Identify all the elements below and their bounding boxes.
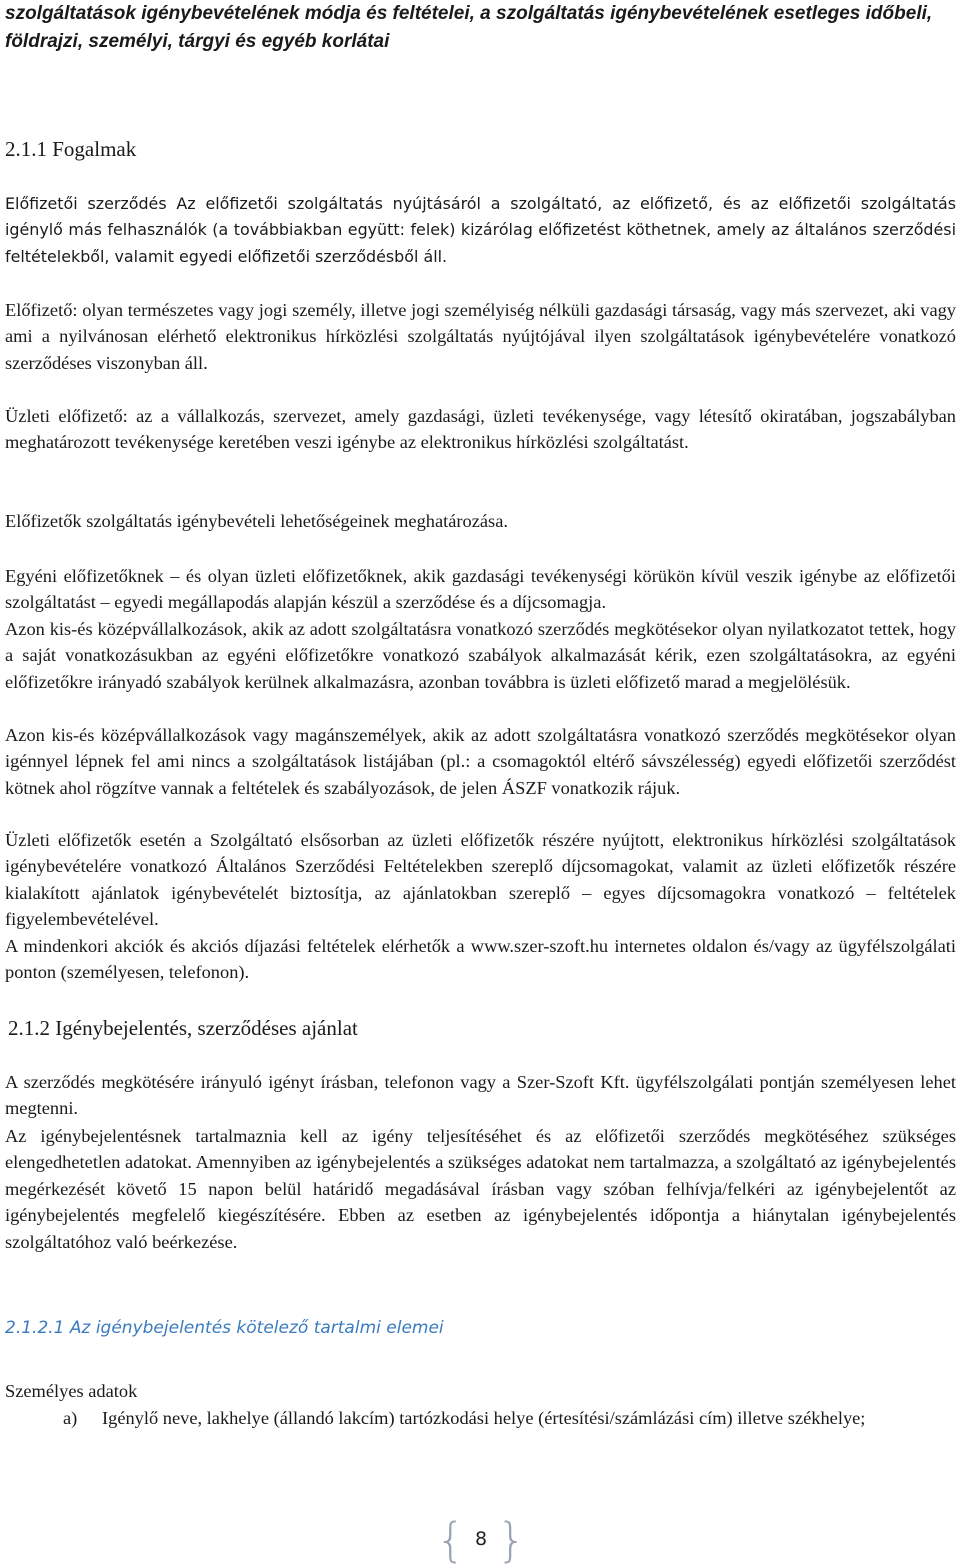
intro-heading: szolgáltatások igénybevételének módja és feltételei, a szolgáltatás igénybevételének esetleges időbeli, földrajzi, személyi, tárgyi és egyéb korlátai [5,3,933,52]
paragraph-egyeni-elofizetok: Egyéni előfizetőknek – és olyan üzleti előfizetőknek, akik gazdasági tevékenységi körükön kívül veszik igénybe az előfizetői szolgáltatást – egyedi megállapodás alapján készül a szerződése és a díjcsomagja. [5,566,956,613]
left-brace-icon: { [436,1513,466,1567]
page-number-footer [436,1513,526,1567]
paragraph-uzleti-elofizetok: Üzleti előfizetők esetén a Szolgáltató elsősorban az üzleti előfizetők részére nyújtott, elektronikus hírközlési szolgáltatások igénybevételére vonatkozó Általános Szerződési Feltételekben szereplő díjcsomagokat, valamit az üzleti előfizetők részére kialakított ajánlatok igénybevételét biztosítja, az ajánlatokban szereplő – egyes díjcsomagokra vonatkozó – feltételek figyelembevételével. [5,830,956,930]
paragraph-igeny-irasban: A szerződés megkötésére irányuló igényt írásban, telefonon vagy a Szer-Szoft Kft. ügyfélszolgálati pontján személyesen lehet megtenni. [5,1072,956,1119]
section-heading-2-1-2-1: 2.1.2.1 Az igénybejelentés kötelező tartalmi elemei [5,1318,444,1338]
paragraph-kkv-nyilatkozat: Azon kis-és középvállalkozások, akik az adott szolgáltatásra vonatkozó szerződés megkötésekor olyan nyilatkozatot tettek, hogy a saját vonatkozásukban az egyéni előfizetőkre vonatkozó szabályok alkalmazását kérik, ezen szolgáltatásokra, az egyéni előfizetőkre irányadó szabályok kerülnek alkalmazásra, azonban továbbra is üzleti előfizető marad a megjelölésük. [5,619,956,692]
paragraph-szemelyes-adatok: Személyes adatok [5,1381,138,1401]
paragraph-akciok: A mindenkori akciók és akciós díjazási feltételek elérhetők a www.szer-szoft.hu internetes oldalon és/vagy az ügyfélszolgálati ponton (személyesen, telefonon). [5,936,956,983]
section-heading-2-1-2: 2.1.2 Igénybejelentés, szerződéses ajánlat [8,1016,358,1040]
list-marker: a) [63,1408,78,1428]
paragraph-igenybeveteli-lehetosegek: Előfizetők szolgáltatás igénybevételi lehetőségeinek meghatározása. [5,511,508,531]
section-heading-2-1-1: 2.1.1 Fogalmak [5,137,137,161]
page-number: 8 [474,1528,488,1550]
paragraph-uzleti-elofizeto-definition: Üzleti előfizető: az a vállalkozás, szervezet, amely gazdasági, üzleti tevékenysége, vagy létesítő okiratában, jogszabályban meghatározott tevékenysége keretében veszi igénybe az elektronikus hírközlési szolgáltatást. [5,406,956,453]
paragraph-elofizeto-definition: Előfizető: olyan természetes vagy jogi személy, illetve jogi személyiség nélküli gazdasági társaság, vagy más szervezet, aki vagy ami a nyilvánosan elérhető elektronikus hírközlési szolgáltatás nyújtójával ilyen szolgáltatások igénybevételére vonatkozó szerződéses viszonyban áll. [5,300,956,373]
list-item-text: Igénylő neve, lakhelye (állandó lakcím) tartózkodási helye (értesítési/számlázási cím) illetve székhelye; [102,1408,866,1428]
paragraph-elofizetoi-szerzodes: Előfizetői szerződés Az előfizetői szolgáltatás nyújtásáról a szolgáltató, az előfizető, és az előfizetői szolgáltatás igénylő más felhasználók (a továbbiakban együtt: felek) kizárólag előfizetést köthetnek, amely az általános szerződési feltételekből, valamit egyedi előfizetői szerződésből áll. [5,194,956,266]
right-brace-icon: } [496,1513,526,1567]
paragraph-igeny-tartalom: Az igénybejelentésnek tartalmaznia kell az igény teljesítéséhet és az előfizetői szerződés megkötéséhez szükséges elengedhetetlen adatokat. Amennyiben az igénybejelentés a szükséges adatokat nem tartalmazza, a szolgáltató az igénybejelentés megérkezését követő 15 napon belül határidő megadásával írásban vagy szóban felhívja/felkéri az igénybejelentőt az igénybejelentés megfelelő kiegészítésére. Ebben az esetben az igénybejelentés időpontja a hiánytalan igénybejelentés szolgáltatóhoz való beérkezése. [5,1126,956,1252]
paragraph-kkv-egyedi-szerzodes: Azon kis-és középvállalkozások vagy magánszemélyek, akik az adott szolgáltatásra vonatkozó szerződés megkötésekor olyan igénnyel lépnek fel ami nincs a szolgáltatások listájában (pl.: a csomagoktól eltérő sávszélesség) egyedi előfizetői szerződést kötnek ahol rögzítve vannak a feltételek és szabályozások, de jelen ÁSZF vonatkozik rájuk. [5,725,956,798]
